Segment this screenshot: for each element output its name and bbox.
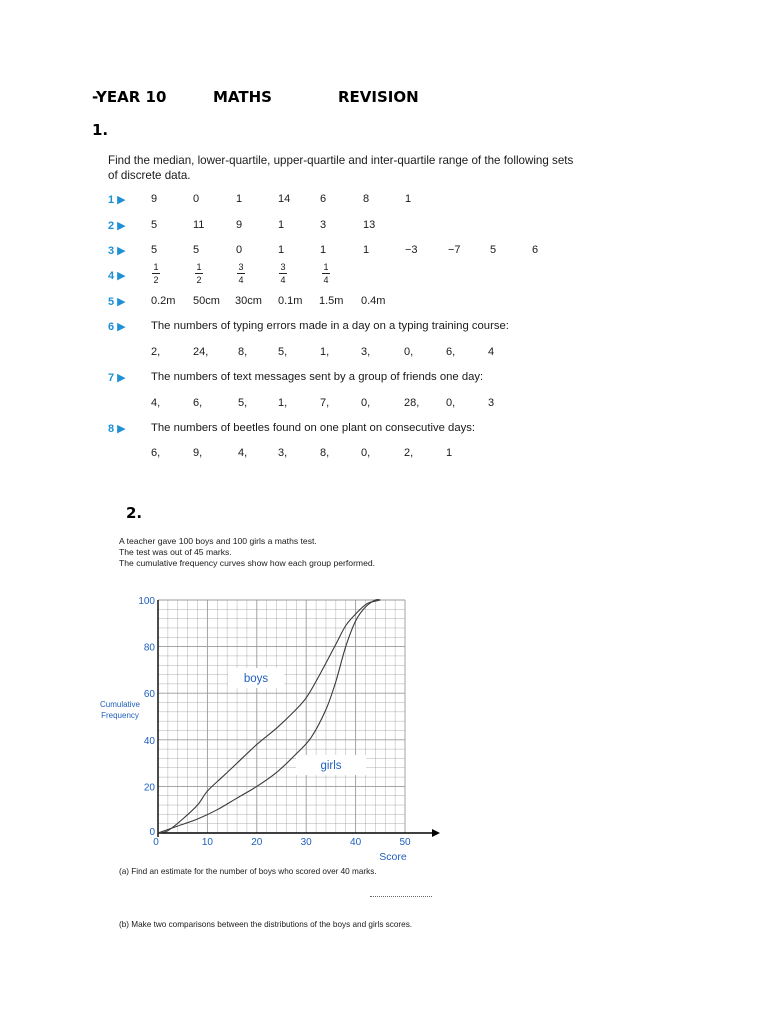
series-label: girls: [320, 760, 342, 772]
data-value: 3: [320, 219, 327, 231]
row-label: 6 ▶: [108, 321, 126, 333]
numerator: 3: [280, 262, 286, 272]
data-value: 6,: [193, 397, 203, 409]
data-value: 14: [278, 193, 291, 205]
data-value: 3,: [361, 346, 371, 358]
y-tick-label: 80: [143, 642, 155, 654]
denominator: 2: [196, 275, 202, 285]
data-value: 1: [278, 219, 285, 231]
data-value: 13: [363, 219, 376, 231]
row-label: 2 ▶: [108, 220, 126, 232]
question-1-number: 1.: [92, 121, 109, 139]
data-value: 0,: [361, 397, 371, 409]
data-value: 6: [320, 193, 327, 205]
x-tick-label: 10: [201, 837, 213, 848]
data-value: 24,: [193, 346, 209, 358]
intro-line: A teacher gave 100 boys and 100 girls a maths test.: [119, 536, 317, 546]
data-value: 6,: [151, 447, 161, 459]
data-value: 0.4m: [361, 295, 386, 307]
data-value: 9: [151, 193, 158, 205]
heading-title: REVISION: [338, 88, 419, 106]
numerator: 1: [196, 262, 202, 272]
chart-tick-labels: [138, 596, 411, 848]
y-tick-label: 60: [143, 689, 155, 701]
row-label: 8 ▶: [108, 423, 126, 435]
data-value: 1: [236, 193, 243, 205]
y-tick-label: 20: [143, 782, 155, 794]
denominator: 2: [153, 275, 159, 285]
question-2a: (a) Find an estimate for the number of boys who scored over 40 marks.: [119, 867, 377, 876]
data-value: 1: [363, 244, 370, 256]
data-value: 9: [236, 219, 243, 231]
data-value: 5,: [238, 397, 248, 409]
data-value: 5: [151, 244, 158, 256]
chart-grid-major: [158, 600, 405, 833]
data-value: 4,: [238, 447, 248, 459]
data-value: 0.2m: [151, 295, 176, 307]
chart-grid-minor: [158, 600, 405, 833]
data-value: 4: [488, 346, 495, 358]
data-value: 0,: [446, 397, 456, 409]
curve-boys: [158, 600, 380, 833]
data-value: 8,: [238, 346, 248, 358]
answer-line: [370, 892, 432, 897]
x-tick-label: 50: [399, 837, 411, 848]
data-value: 0.1m: [278, 295, 303, 307]
y-axis-title-line-2: Frequency: [101, 711, 139, 720]
y-axis-title-line-1: Cumulative: [99, 700, 141, 709]
curve-girls: [158, 599, 380, 833]
data-value: 1.5m: [319, 295, 344, 307]
data-value: 8,: [320, 447, 330, 459]
question-2-number: 2.: [126, 504, 143, 522]
y-tick-label: 0: [149, 827, 155, 838]
data-value: 30cm: [235, 295, 262, 307]
data-value: 9,: [193, 447, 203, 459]
data-value: 0: [236, 244, 243, 256]
data-value: 1: [278, 244, 285, 256]
data-value: 6,: [446, 346, 456, 358]
row-text: The numbers of text messages sent by a group of friends one day:: [151, 371, 484, 383]
row-label: 5 ▶: [108, 296, 126, 308]
numerator: 3: [238, 262, 244, 272]
data-value: 1,: [278, 397, 288, 409]
data-value: 3,: [278, 447, 288, 459]
x-tick-label: 40: [350, 837, 362, 848]
numerator: 1: [323, 262, 329, 272]
series-label: boys: [243, 673, 269, 685]
denominator: 4: [238, 275, 244, 285]
data-value: 5: [490, 244, 497, 256]
x-axis-arrow: [432, 829, 440, 837]
data-value: 0,: [361, 447, 371, 459]
data-value: −3: [405, 244, 418, 256]
data-value: 6: [532, 244, 539, 256]
row-text: The numbers of beetles found on one plant on consecutive days:: [151, 422, 476, 434]
data-value: 50cm: [193, 295, 220, 307]
data-value: 1,: [320, 346, 330, 358]
data-value: 7,: [320, 397, 330, 409]
data-value: 0,: [404, 346, 414, 358]
numerator: 1: [153, 262, 159, 272]
x-tick-label: 20: [251, 837, 263, 848]
row-label: 3 ▶: [108, 245, 126, 257]
data-value: 5: [193, 244, 200, 256]
data-value: 5,: [278, 346, 288, 358]
data-value: 1: [446, 447, 453, 459]
data-value: 8: [363, 193, 370, 205]
heading-subject: MATHS: [213, 88, 272, 106]
x-tick-label: 30: [300, 837, 312, 848]
intro-line: The cumulative frequency curves show how each group performed.: [119, 558, 376, 568]
data-value: 11: [193, 219, 205, 231]
intro-line: The test was out of 45 marks.: [119, 547, 232, 557]
data-value: 3: [488, 397, 495, 409]
question-1-intro: Find the median, lower-quartile, upper-quartile and inter-quartile range of the following sets of discrete data.: [108, 154, 574, 182]
denominator: 4: [323, 275, 329, 285]
data-value: 1: [405, 193, 412, 205]
y-tick-label: 100: [138, 596, 155, 607]
x-axis-title: Score: [379, 851, 407, 863]
data-value: 2,: [404, 447, 414, 459]
data-value: 1: [320, 244, 327, 256]
row-label: 1 ▶: [108, 194, 126, 206]
data-value: 0: [193, 193, 200, 205]
x-tick-label: 0: [153, 837, 159, 848]
data-value: 28,: [404, 397, 420, 409]
row-label: 4 ▶: [108, 270, 126, 282]
question-2b: (b) Make two comparisons between the distributions of the boys and girls scores.: [119, 920, 413, 929]
chart-curves: [158, 599, 380, 833]
y-tick-label: 40: [143, 735, 155, 747]
row-text: The numbers of typing errors made in a day on a typing training course:: [151, 320, 509, 332]
data-value: 2,: [151, 346, 161, 358]
heading-year: -YEAR 10: [92, 88, 167, 106]
row-label: 7 ▶: [108, 372, 126, 384]
denominator: 4: [280, 275, 286, 285]
data-value: −7: [448, 244, 461, 256]
data-value: 4,: [151, 397, 161, 409]
data-value: 5: [151, 219, 158, 231]
